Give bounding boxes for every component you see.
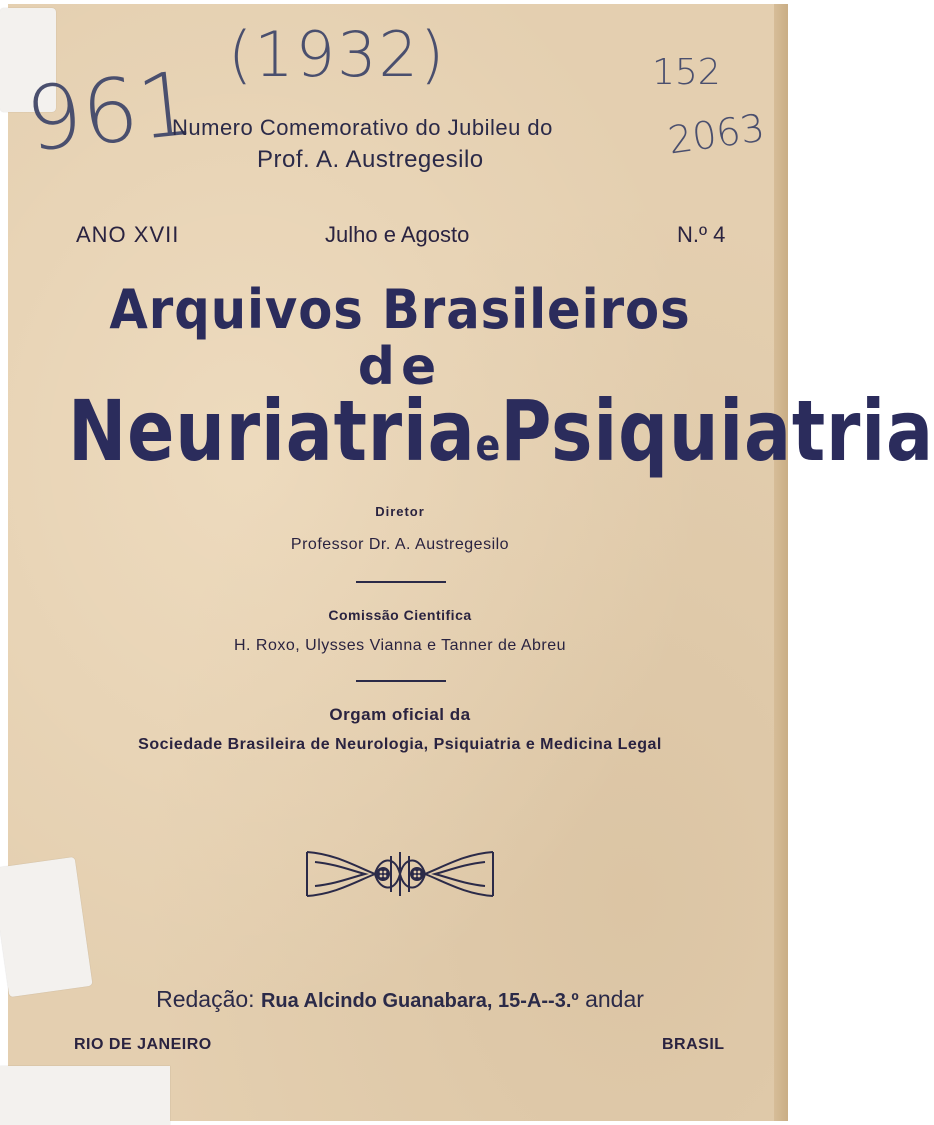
divider-rule [356, 581, 446, 583]
city: RIO DE JANEIRO [74, 1036, 212, 1053]
director-name: Professor Dr. A. Austregesilo [290, 536, 510, 553]
cover-spine-edge [774, 4, 788, 1121]
journal-title-line-2: de [357, 337, 443, 397]
title-word-e: e [475, 420, 501, 471]
commemorative-line-2: Prof. A. Austregesilo [257, 146, 484, 173]
commission-members: H. Roxo, Ulysses Vianna e Tanner de Abreu [233, 637, 567, 654]
official-organ-label: Orgam oficial da [329, 705, 471, 724]
editorial-address [0, 986, 800, 1013]
commemorative-line-1: Numero Comemorativo do Jubileu do [172, 115, 553, 140]
street-address: Rua Alcindo Guanabara, 15-A--3.º [260, 990, 579, 1012]
country: BRASIL [662, 1036, 725, 1053]
floor-label: andar [585, 986, 644, 1012]
commission-label: Comissão Cientifica [328, 607, 472, 623]
decorative-ornament-icon [305, 848, 495, 900]
handwritten-number-top-right: 152 [652, 52, 721, 93]
library-tab-bottom [0, 1066, 170, 1125]
handwritten-year: (1932) [228, 18, 447, 91]
title-word-neuriatria: Neuriatria [68, 382, 476, 480]
journal-title-line-1: Arquivos Brasileiros [109, 278, 691, 341]
divider-rule [356, 680, 446, 682]
issue-months: Julho e Agosto [325, 222, 470, 247]
redacao-label: Redação: [156, 986, 255, 1012]
issue-number: N.º 4 [677, 222, 726, 247]
society-name: Sociedade Brasileira de Neurologia, Psiquiatria e Medicina Legal [138, 736, 662, 753]
year-label: ANO XVII [76, 222, 180, 247]
journal-title-line-3 [68, 382, 934, 480]
handwritten-number-right: 2063 [665, 105, 768, 163]
director-label: Diretor [375, 504, 425, 519]
handwritten-call-number: 961 [21, 51, 199, 172]
title-word-psiquiatria: Psiquiatria [500, 382, 934, 480]
